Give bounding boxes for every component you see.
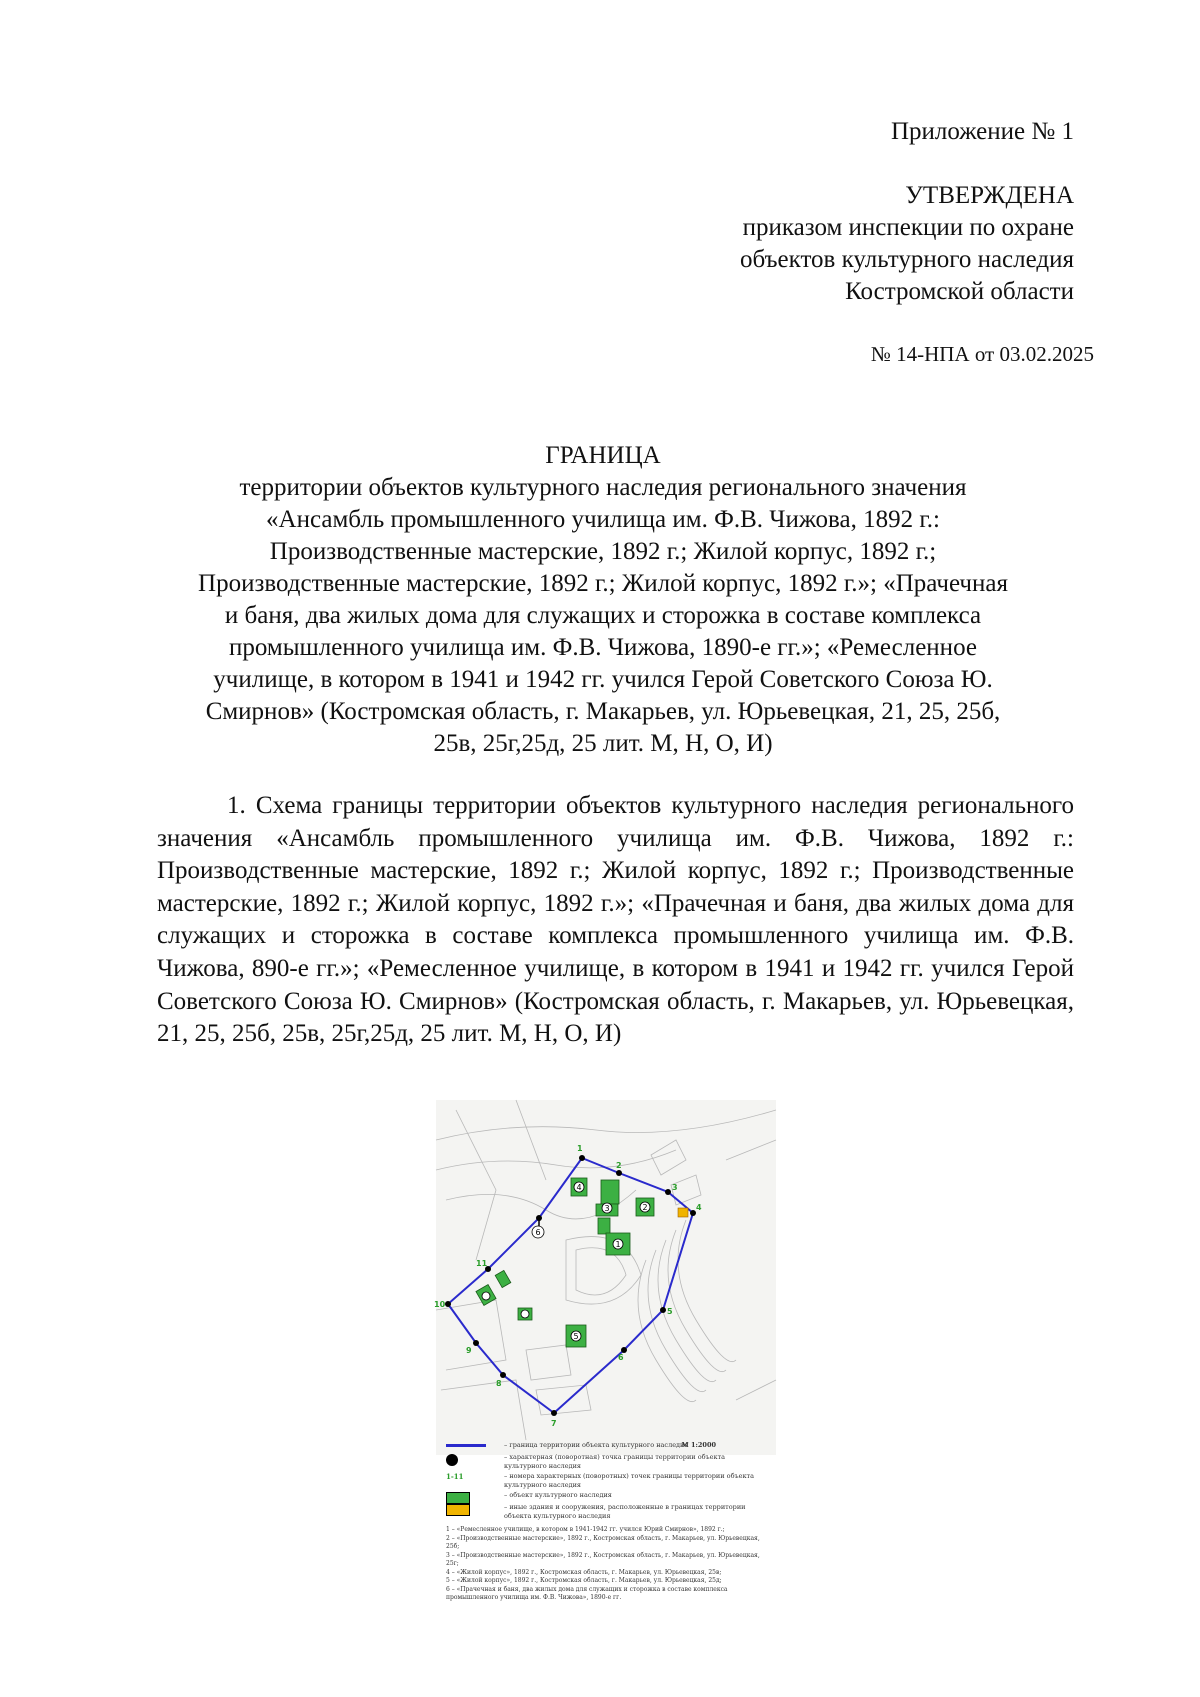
object-number-2: 2 — [642, 1203, 648, 1212]
point-label-4: 4 — [696, 1203, 702, 1212]
object-3-building — [601, 1180, 619, 1204]
legend-other-text: – иные здания и сооружения, расположенные в границах территории объекта культурного наследия — [504, 1503, 746, 1520]
legend-other — [446, 1503, 766, 1520]
title-heading: ГРАНИЦА — [545, 442, 661, 469]
point-label-8: 8 — [496, 1379, 502, 1388]
object-6-house-b — [495, 1270, 511, 1287]
title-line: и баня, два жилых дома для служащих и сторожка в составе комплекса — [224, 602, 982, 629]
legend-code — [446, 1472, 766, 1489]
object-number-4: 4 — [576, 1183, 582, 1192]
object-number-6: 6 — [535, 1228, 541, 1237]
point-label-7: 7 — [551, 1419, 557, 1428]
legend-note: 5 – «Жилой корпус», 1892 г., Костромская область, г. Макарьев, ул. Юрьевецкая, 25д; — [446, 1577, 722, 1584]
legend-code-text: – номера характерных (поворотных) точек границы территории объекта культурного наследия — [504, 1472, 754, 1489]
legend-boundary — [446, 1441, 766, 1451]
scheme-svg — [436, 1100, 776, 1455]
appendix-label: Приложение № 1 — [890, 118, 1074, 145]
title-line: территории объектов культурного наследия регионального значения — [239, 474, 967, 501]
approved-line: УТВЕРЖДЕНА — [905, 182, 1074, 209]
title-line: Производственные мастерские, 1892 г.; Жилой корпус, 1892 г.; — [269, 538, 937, 565]
title-line: училище, в котором в 1941 и 1942 гг. учился Герой Советского Союза Ю. — [213, 666, 993, 693]
approved-line: Костромской области — [845, 278, 1074, 305]
other-structure — [678, 1208, 688, 1217]
point-code-swatch: 1-11 — [446, 1472, 464, 1481]
approved-line: приказом инспекции по охране — [742, 214, 1074, 241]
legend-point-text: – характерная (поворотная) точка границы территории объекта культурного наследия — [504, 1453, 726, 1470]
order-number: № 14-НПА от 03.02.2025 — [870, 342, 1094, 366]
legend-note: 3 – «Производственные мастерские», 1892 г., Костромская область, г. Макарьев, ул. Юрьевецкая, 25г; — [446, 1551, 760, 1567]
approval-block — [740, 180, 1074, 308]
point-label-1: 1 — [577, 1144, 583, 1153]
legend-note: 2 – «Производственные мастерские», 1892 г., Костромская область, г. Макарьев, ул. Юрьевецкая, 25б; — [446, 1534, 760, 1550]
point-label-5: 5 — [667, 1307, 673, 1316]
point-label-6: 6 — [618, 1353, 624, 1362]
legend-point — [446, 1453, 766, 1470]
title-line: промышленного училища им. Ф.В. Чижова, 1890-е гг.»; «Ремесленное — [229, 634, 977, 661]
map-scale: М 1:2000 — [681, 1441, 716, 1449]
map-legend — [446, 1441, 766, 1603]
legend-object-text: – объект культурного наследия — [504, 1491, 612, 1499]
point-label-11: 11 — [476, 1259, 488, 1268]
legend-note: 6 – «Прачечная и баня, два жилых дома для служащих и сторожка в составе комплекса промышленного училища им. Ф.В. Чижова», 1890-е гг. — [446, 1585, 728, 1601]
section-1-paragraph: 1. Схема границы территории объектов культурного наследия регионального значения «Ансамбль промышленного училища им. Ф.В. Чижова, 1892 г.: Производственные мастерские, 1892 г.; Жилой корпус, 1892 г.; Производственные мастерские, 1892 г.; Жилой корпус, 1892 г.»; «Прачечная и баня, два жилых дома для служащих и сторожка в составе комплекса промышленного училища им. Ф.В. Чижова, 890-е гг.»; «Ремесленное училище, в котором в 1941 и 1942 гг. учился Герой Советского Союза Ю. Смирнов» (Костромская область, г. Макарьев, ул. Юрьевецкая, 21, 25, 25б, 25в, 25г,25д, 25 лит. М, Н, О, И) — [157, 792, 1074, 1048]
title-line: Производственные мастерские, 1892 г.; Жилой корпус, 1892 г.»; «Прачечная — [198, 570, 1008, 597]
heritage-objects — [476, 1178, 654, 1347]
title-line: Смирнов» (Костромская область, г. Макарьев, ул. Юрьевецкая, 21, 25, 25б, — [205, 698, 1001, 725]
point-label-2: 2 — [616, 1161, 622, 1170]
approved-line: объектов культурного наследия — [740, 246, 1074, 273]
legend-note: 4 – «Жилой корпус», 1892 г., Костромская область, г. Макарьев, ул. Юрьевецкая, 25в; — [446, 1568, 722, 1576]
boundary-scheme-map — [436, 1100, 776, 1455]
point-label-9: 9 — [466, 1346, 472, 1355]
title-line: «Ансамбль промышленного училища им. Ф.В. Чижова, 1892 г.: — [266, 506, 940, 533]
boundary-line-swatch — [446, 1444, 486, 1447]
legend-boundary-text: – граница территории объекта культурного наследия — [504, 1441, 689, 1449]
object-number-3: 3 — [604, 1204, 610, 1213]
document-title — [130, 440, 1076, 760]
legend-note: 1 – «Ремесленное училище, в котором в 1941-1942 гг. учился Юрий Смирнов», 1892 г.; — [446, 1526, 725, 1533]
point-label-3: 3 — [672, 1183, 678, 1192]
legend-object — [446, 1491, 766, 1501]
object-number-1: 1 — [615, 1240, 621, 1249]
point-label-10: 10 — [434, 1300, 446, 1309]
object-3-wing-b — [598, 1218, 610, 1234]
other-structure-swatch — [446, 1504, 470, 1516]
boundary-point-swatch — [446, 1454, 458, 1466]
legend-notes — [446, 1526, 766, 1603]
object-number-5: 5 — [573, 1332, 579, 1341]
title-line: 25в, 25г,25д, 25 лит. М, Н, О, И) — [433, 730, 773, 757]
